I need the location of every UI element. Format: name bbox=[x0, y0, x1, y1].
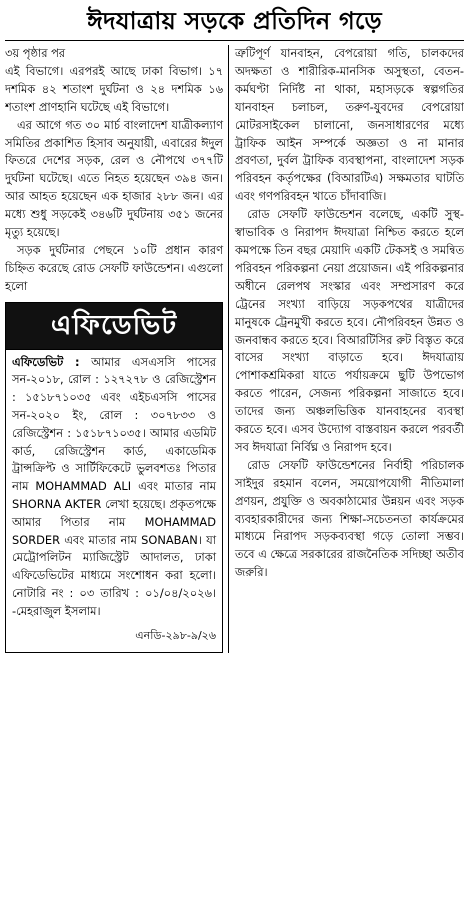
affidavit-lead: এফিডেভিট : bbox=[12, 354, 80, 369]
paragraph: রোড সেফটি ফাউন্ডেশনের নির্বাহী পরিচালক সাইদুর রহমান বলেন, সময়োপযোগী নীতিমালা প্রণয়ন, প্রযুক্তি ও অবকাঠামোর উন্নয়ন এবং সড়ক ব্যবহারকারীদের জন্য শিক্ষা-সচেতনতা কার্যক্রমের মাধ্যমে নিরাপদ সড়কব্যবস্থা গড়ে তোলা সম্ভব। তবে এ ক্ষেত্রে সরকারের রাজনৈতিক সদিচ্ছা অতীব জরুরি। bbox=[235, 457, 464, 580]
left-column-text bbox=[5, 63, 223, 296]
paragraph: ত্রুটিপূর্ণ যানবাহন, বেপরোয়া গতি, চালকদের অদক্ষতা ও শারীরিক-মানসিক অসুস্থতা, বেতন-কর্মঘণ্টা নির্দিষ্ট না থাকা, মহাসড়কে স্বল্পগতির যানবাহন চলাচল, তরুণ-যুবদের বেপরোয়া মোটরসাইকেল চালানো, জনসাধারণের মধ্যে ট্রাফিক আইন সম্পর্কে অজ্ঞতা ও না মানার প্রবণতা, দুর্বল ট্রাফিক ব্যবস্থাপনা, বাংলাদেশ সড়ক পরিবহন কর্তৃপক্ষের (বিআরটিএ) সক্ষমতার ঘাটতি এবং গণপরিবহন খাতে চাঁদাবাজি। bbox=[235, 46, 464, 204]
left-column bbox=[5, 45, 229, 653]
paragraph: এই বিভাগে। এরপরই আছে ঢাকা বিভাগ। ১৭ দশমিক ৪২ শতাংশ দুর্ঘটনা ও ২৪ দশমিক ১৬ শতাংশ প্রাণহানি ঘটেছে এই বিভাগে। bbox=[5, 63, 223, 114]
continued-from: ৩য় পৃষ্ঠার পর bbox=[5, 46, 66, 60]
article-columns bbox=[5, 45, 464, 653]
right-column bbox=[229, 45, 464, 653]
article-headline: ঈদযাত্রায় সড়কে প্রতিদিন গড়ে bbox=[5, 4, 464, 41]
affidavit-banner: এফিডেভিট bbox=[5, 302, 223, 350]
affidavit-body: আমার এসএসসি পাসের সন-২০১৮, রোল : ১২৭২৭৮ ও রেজিস্ট্রেশন : ১৫১৮৭১০৩৫ এবং এইচএসসি পাসের সন-২০২০ ইং, রোল : ৩০৭৮৩৩ ও রেজিস্ট্রেশন : ১৫১৮৭১০৩৫। আমার এডমিট কার্ড, রেজিস্ট্রেশন কার্ড, একাডেমিক ট্রান্সক্রিপ্ট ও সার্টিফিকেটে ভুলবশতঃ পিতার নাম MOHAMMAD ALI এবং মাতার নাম SHORNA AKTER লেখা হয়েছে। প্রকৃতপক্ষে আমার পিতার নাম MOHAMMAD SORDER এবং মাতার নাম SONABAN। যা মেট্রোপলিটন ম্যাজিস্ট্রেট আদালত, ঢাকা এফিডেভিটের মাধ্যমে সংশোধন করা হলো। নোটারি নং : ০৩ তারিখ : ০১/০৪/২০২৬। -মেহরাজুল ইসলাম। bbox=[12, 354, 216, 618]
affidavit-reference: এনডি-২৯৮-৯/২৬ bbox=[135, 628, 216, 642]
affidavit-notice bbox=[5, 350, 223, 653]
paragraph: রোড সেফটি ফাউন্ডেশন বলেছে, একটি সুস্থ-স্বাভাবিক ও নিরাপদ ঈদযাত্রা নিশ্চিত করতে হলে কমপক্ষে তিন বছর মেয়াদি একটি টেকসই ও সমন্বিত পরিবহন পরিকল্পনা নেয়া প্রয়োজন। এই পরিকল্পনার অধীনে রেলপথ সংস্কার এবং সম্প্রসারণ করে ট্রেনের সংখ্যা বাড়িয়ে সড়কপথের যাত্রীদের মানুষকে ট্রেনমুখী করতে হবে। নৌপরিবহন উন্নত ও জনবান্ধব করতে হবে। বিআরটিসির রুট বিস্তৃত করে বাসের সংখ্যা বাড়াতে হবে। ঈদযাত্রায় পোশাকশ্রমিকরা যাতে পর্যায়ক্রমে ছুটি উপভোগ করতে পারেন, সেজন্য পরিকল্পনা সাজাতে হবে। তাদের জন্য অঞ্চলভিত্তিক যানবাহনের ব্যবস্থা করতে হবে। এসব উদ্যোগ বাস্তবায়ন করলে পরবর্তী সব ঈদযাত্রা নির্বিঘ্ন ও নিরাপদ হবে। bbox=[235, 207, 464, 454]
paragraph: সড়ক দুর্ঘটনার পেছনে ১০টি প্রধান কারণ চিহ্নিত করেছে রোড সেফটি ফাউন্ডেশন। এগুলো হলো bbox=[5, 242, 223, 293]
paragraph: এর আগে গত ৩০ মার্চ বাংলাদেশ যাত্রীকল্যাণ সমিতির প্রকাশিত হিসাব অনুযায়ী, এবারের ঈদুল ফিতরে দেশের সড়ক, রেল ও নৌপথে ৩৭৭টি দুর্ঘটনা ঘটেছে। এতে নিহত হয়েছেন ৩৯৪ জন। আর আহত হয়েছেন এক হাজার ২৮৮ জন। এর মধ্যে শুধু সড়কেই ৩৪৬টি দুর্ঘটনায় ৩৫১ জনের মৃত্যু হয়েছে। bbox=[5, 117, 223, 240]
right-column-text bbox=[235, 45, 464, 582]
affidavit-text bbox=[12, 354, 216, 621]
